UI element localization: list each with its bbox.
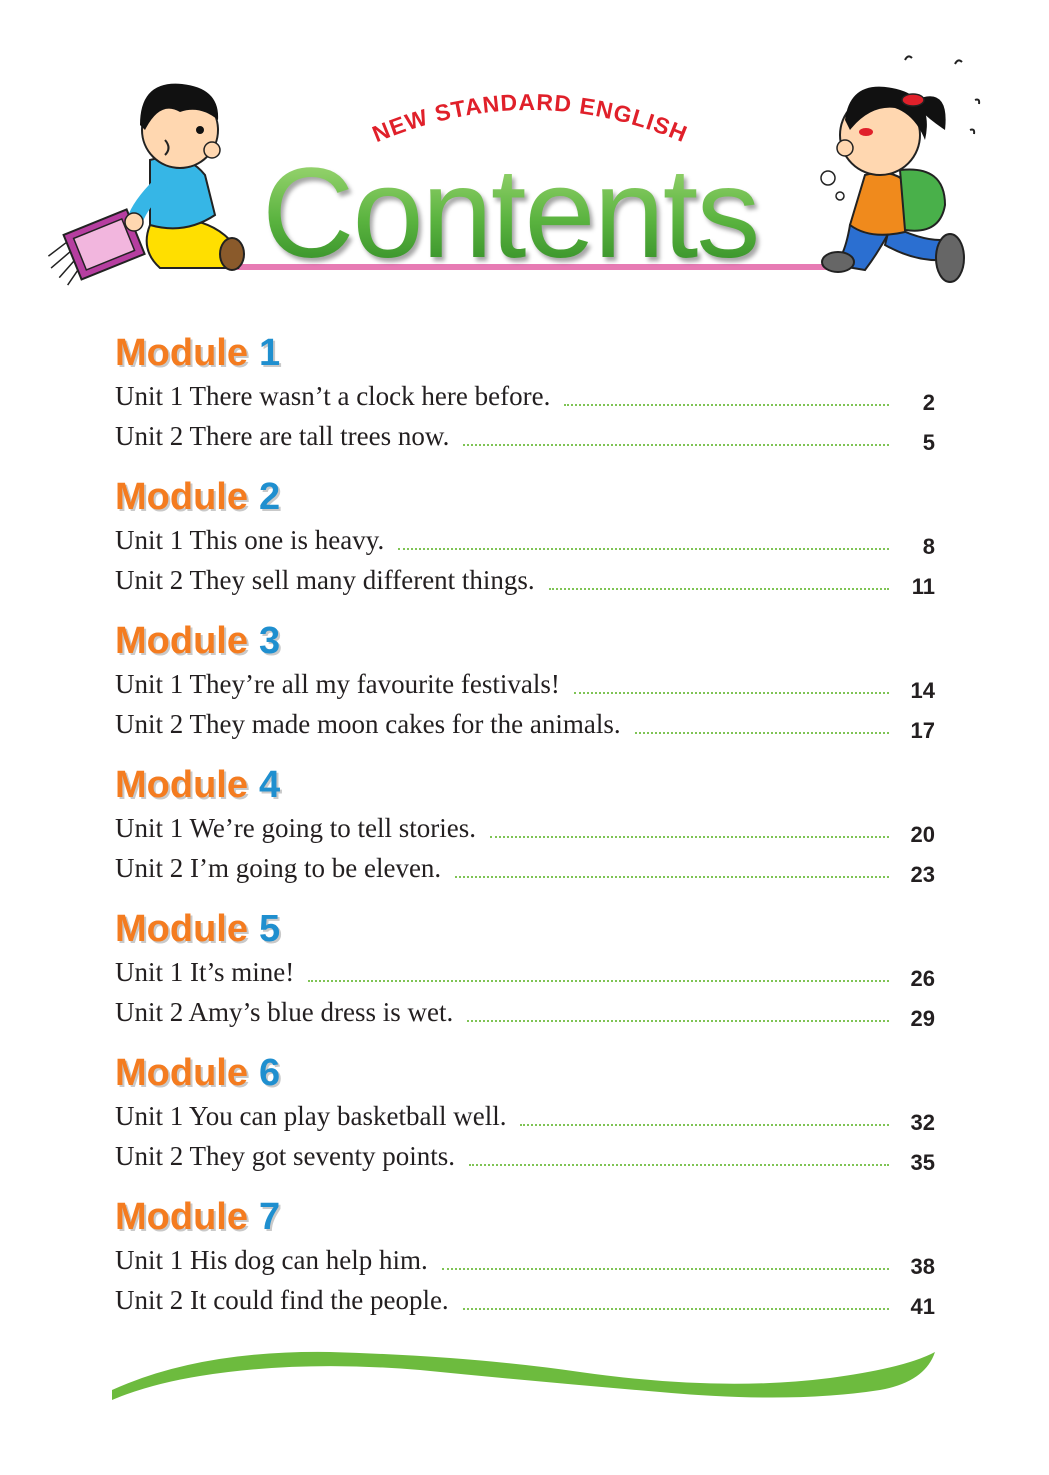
module-section xyxy=(115,610,935,743)
module-label: Module xyxy=(115,1196,248,1238)
dotted-leader xyxy=(442,1267,889,1270)
page-number: 41 xyxy=(910,1294,935,1319)
module-spacer xyxy=(115,884,935,898)
toc-entry[interactable] xyxy=(115,1132,935,1175)
module-number: 7 xyxy=(258,1196,281,1238)
module-label: Module xyxy=(115,332,248,374)
unit-title: Unit 1 This one is heavy. xyxy=(115,524,385,555)
module-spacer xyxy=(115,740,935,754)
module-label: Module xyxy=(115,620,248,662)
dotted-leader xyxy=(520,1123,889,1126)
module-heading xyxy=(115,466,935,516)
module-number: 3 xyxy=(258,620,281,662)
page-number: 32 xyxy=(910,1110,935,1135)
module-label: Module xyxy=(115,908,248,950)
module-number: 2 xyxy=(258,476,281,518)
page-number: 17 xyxy=(910,718,935,743)
unit-title: Unit 1 They’re all my favourite festivals! xyxy=(115,668,560,699)
unit-title: Unit 2 There are tall trees now. xyxy=(115,420,450,451)
page-number: 29 xyxy=(910,1006,935,1031)
unit-title: Unit 1 There wasn’t a clock here before. xyxy=(115,380,551,411)
dotted-leader xyxy=(463,1307,889,1310)
page-number: 2 xyxy=(922,390,935,415)
module-number: 4 xyxy=(258,764,281,806)
dotted-leader xyxy=(574,691,889,694)
page-number: 5 xyxy=(922,430,935,455)
module-spacer xyxy=(115,452,935,466)
table-of-contents xyxy=(115,322,935,1319)
unit-title: Unit 1 We’re going to tell stories. xyxy=(115,812,477,843)
dotted-leader xyxy=(455,875,889,878)
page-number: 11 xyxy=(911,574,935,599)
unit-title: Unit 2 They made moon cakes for the animals. xyxy=(115,708,621,739)
toc-entry[interactable] xyxy=(115,1092,935,1135)
dotted-leader xyxy=(549,587,889,590)
toc-entry[interactable] xyxy=(115,516,935,559)
page-number: 35 xyxy=(910,1150,935,1175)
dotted-leader xyxy=(463,443,889,446)
module-number: 1 xyxy=(258,332,281,374)
decorative-green-wave xyxy=(0,1330,1049,1410)
unit-title: Unit 1 You can play basketball well. xyxy=(115,1100,507,1131)
module-section xyxy=(115,754,935,887)
svg-text:NEW STANDARD ENGLISH xyxy=(369,89,692,147)
module-section xyxy=(115,466,935,599)
page-number: 14 xyxy=(910,678,935,703)
module-number: 5 xyxy=(258,908,281,950)
page-number: 38 xyxy=(910,1254,935,1279)
dotted-leader xyxy=(635,731,889,734)
toc-entry[interactable] xyxy=(115,1236,935,1279)
module-spacer xyxy=(115,1172,935,1186)
module-spacer xyxy=(115,596,935,610)
page-header xyxy=(0,0,1049,300)
toc-entry[interactable] xyxy=(115,556,935,599)
unit-title: Unit 2 Amy’s blue dress is wet. xyxy=(115,996,454,1027)
toc-entry[interactable] xyxy=(115,1276,935,1319)
page-number: 8 xyxy=(922,534,935,559)
module-section xyxy=(115,322,935,455)
toc-entry[interactable] xyxy=(115,700,935,743)
unit-title: Unit 2 I’m going to be eleven. xyxy=(115,852,442,883)
module-heading xyxy=(115,1186,935,1236)
unit-title: Unit 2 It could find the people. xyxy=(115,1284,449,1315)
page-number: 23 xyxy=(910,862,935,887)
module-number: 6 xyxy=(258,1052,281,1094)
toc-entry[interactable] xyxy=(115,372,935,415)
toc-entry[interactable] xyxy=(115,988,935,1031)
module-heading xyxy=(115,754,935,804)
unit-title: Unit 2 They sell many different things. xyxy=(115,564,535,595)
series-title: NEW STANDARD ENGLISH xyxy=(368,88,692,148)
module-heading xyxy=(115,1042,935,1092)
module-section xyxy=(115,898,935,1031)
toc-entry[interactable] xyxy=(115,660,935,703)
page-number: 20 xyxy=(910,822,935,847)
module-section xyxy=(115,1186,935,1319)
module-label: Module xyxy=(115,1052,248,1094)
module-label: Module xyxy=(115,476,248,518)
module-spacer xyxy=(115,1028,935,1042)
unit-title: Unit 2 They got seventy points. xyxy=(115,1140,455,1171)
toc-entry[interactable] xyxy=(115,844,935,887)
dotted-leader xyxy=(308,979,889,982)
module-heading xyxy=(115,322,935,372)
toc-entry[interactable] xyxy=(115,804,935,847)
dotted-leader xyxy=(398,547,889,550)
toc-entry[interactable] xyxy=(115,948,935,991)
module-section xyxy=(115,1042,935,1175)
dotted-leader xyxy=(467,1019,889,1022)
dotted-leader xyxy=(469,1163,889,1166)
toc-entry[interactable] xyxy=(115,412,935,455)
module-heading xyxy=(115,898,935,948)
dotted-leader xyxy=(490,835,889,838)
page-title: Contents xyxy=(262,142,759,285)
unit-title: Unit 1 It’s mine! xyxy=(115,956,295,987)
module-heading xyxy=(115,610,935,660)
unit-title: Unit 1 His dog can help him. xyxy=(115,1244,428,1275)
module-label: Module xyxy=(115,764,248,806)
page-number: 26 xyxy=(910,966,935,991)
dotted-leader xyxy=(564,403,889,406)
